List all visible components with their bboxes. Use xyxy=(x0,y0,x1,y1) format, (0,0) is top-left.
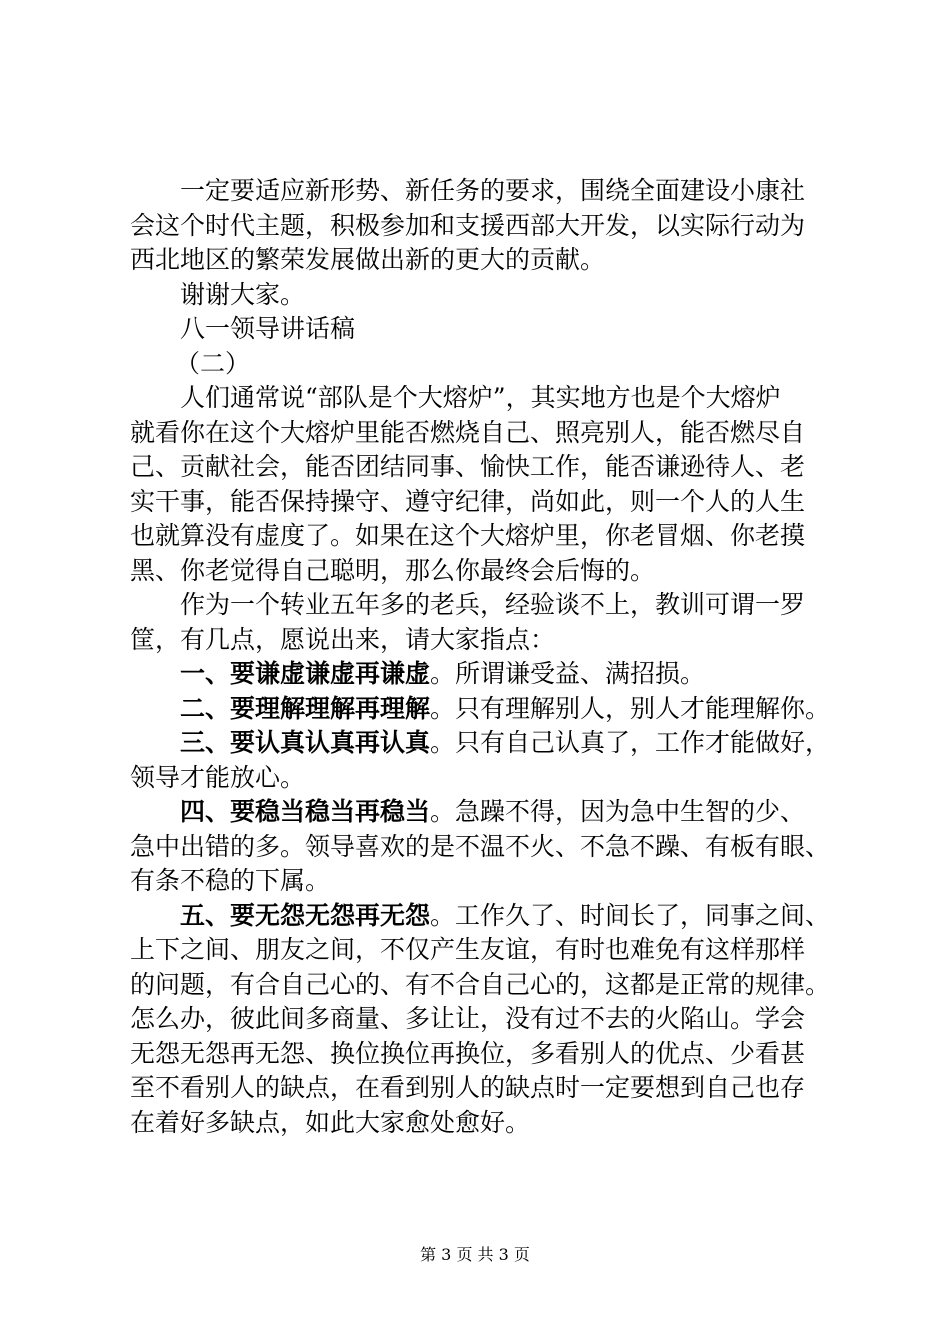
veteran-paragraph xyxy=(130,588,836,657)
text-line: 至不看别人的缺点，在看到别人的缺点时一定要想到自己也存 xyxy=(130,1073,806,1102)
point-line xyxy=(130,795,836,830)
text-line: 无怨无怨再无怨、换位换位再换位，多看别人的优点、少看甚 xyxy=(130,1038,806,1068)
point-line xyxy=(130,692,836,727)
point-line xyxy=(130,899,836,934)
point-5 xyxy=(130,899,836,1141)
point-4 xyxy=(130,795,836,899)
intro-paragraph xyxy=(130,174,836,278)
point-3 xyxy=(130,726,836,795)
document-body xyxy=(130,174,836,1140)
text-line: 西北地区的繁荣发展做出新的更大的贡献。 xyxy=(130,245,606,274)
text-line: 在着好多缺点，如此大家愈处愈好。 xyxy=(130,1107,531,1137)
thanks-line: 谢谢大家。 xyxy=(180,279,306,309)
text-line: 一定要适应新形势、新任务的要求，围绕全面建设小康社 xyxy=(180,176,806,205)
point-heading: 二、要理解理解再理解 xyxy=(180,693,431,723)
point-2 xyxy=(130,692,836,727)
furnace-paragraph xyxy=(130,381,836,588)
text-line: 己、贡献社会，能否团结同事、愉快工作，能否谦逊待人、老 xyxy=(130,452,806,481)
point-heading: 五、要无怨无怨再无怨 xyxy=(180,900,431,930)
text-line: 的问题，有合自己心的、有不合自己心的，这都是正常的规律。 xyxy=(130,969,831,999)
text-line: 作为一个转业五年多的老兵，经验谈不上，教训可谓一罗 xyxy=(180,590,806,619)
text-line: 就看你在这个大熔炉里能否燃烧自己、照亮别人，能否燃尽自 xyxy=(130,417,806,447)
point-heading: 四、要稳当稳当再稳当 xyxy=(180,797,431,826)
text-line: 也就算没有虚度了。如果在这个大熔炉里，你老冒烟、你老摸 xyxy=(130,521,806,550)
text-line: 人们通常说“部队是个大熔炉”，其实地方也是个大熔炉 xyxy=(180,383,781,412)
point-line xyxy=(130,657,836,692)
text-line: 上下之间、朋友之间，不仅产生友谊，有时也难免有这样那样 xyxy=(130,935,806,964)
text-line: 实干事，能否保持操守、遵守纪律，尚如此，则一个人的人生 xyxy=(130,486,806,516)
article-subtitle: （二） xyxy=(175,348,251,378)
text-line: 急中出错的多。领导喜欢的是不温不火、不急不躁、有板有眼、 xyxy=(130,831,831,861)
point-line xyxy=(130,726,836,761)
text-line: 筐，有几点，愿说出来，请大家指点： xyxy=(130,624,556,654)
text-line: 有条不稳的下属。 xyxy=(130,866,331,895)
text-line: 怎么办，彼此间多商量、多让让，没有过不去的火陷山。学会 xyxy=(130,1004,806,1033)
point-1 xyxy=(130,657,836,692)
point-heading: 一、要谦虚谦虚再谦虚 xyxy=(180,659,431,688)
point-text: 。只有自己认真了，工作才能做好， xyxy=(430,728,831,757)
page-footer: 第 3 页 共 3 页 xyxy=(420,1245,530,1264)
point-text: 。只有理解别人，别人才能理解你。 xyxy=(430,693,831,723)
point-text: 。所谓谦受益、满招损。 xyxy=(430,659,706,688)
point-heading: 三、要认真认真再认真 xyxy=(180,728,431,757)
text-line: 领导才能放心。 xyxy=(130,762,306,792)
article-title: 八一领导讲话稿 xyxy=(180,314,356,343)
text-line: 黑、你老觉得自己聪明，那么你最终会后悔的。 xyxy=(130,555,656,585)
point-text: 。工作久了、时间长了，同事之间、 xyxy=(430,900,831,930)
text-line: 会这个时代主题，积极参加和支援西部大开发，以实际行动为 xyxy=(130,210,806,240)
point-text: 。急躁不得，因为急中生智的少、 xyxy=(430,797,806,826)
